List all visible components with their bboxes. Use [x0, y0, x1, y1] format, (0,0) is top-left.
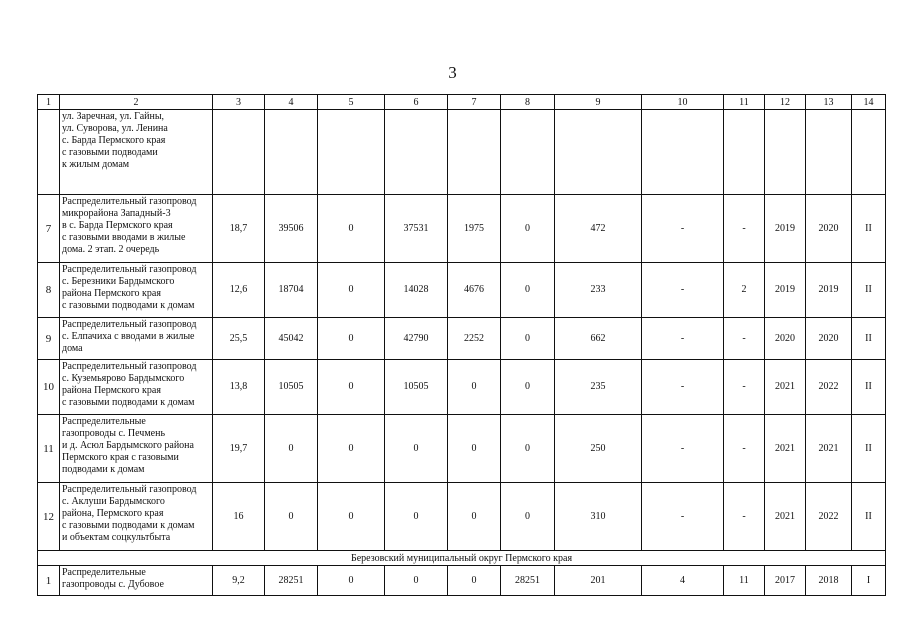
cell-col5: 0 [318, 483, 385, 551]
cell-col7: 1975 [448, 195, 501, 263]
cell-col7: 0 [448, 360, 501, 415]
cell-col10: - [642, 263, 724, 318]
cell-col9: 235 [555, 360, 642, 415]
page-number: 3 [448, 63, 457, 82]
cell-col14: II [852, 195, 886, 263]
cell-col14: II [852, 318, 886, 360]
cell-col13: 2022 [806, 483, 852, 551]
cell-col8: 0 [501, 318, 555, 360]
section-title: Березовский муниципальный округ Пермского края [38, 551, 886, 566]
row-number: 1 [38, 566, 60, 596]
table-row [38, 566, 886, 596]
cell-col8: 28251 [501, 566, 555, 596]
cell-col10: - [642, 195, 724, 263]
cell-col9: 662 [555, 318, 642, 360]
cell-col10: - [642, 360, 724, 415]
cell-col6: 10505 [385, 360, 448, 415]
row-number: 8 [38, 263, 60, 318]
header-cell: 7 [448, 95, 501, 110]
cell-col13: 2019 [806, 263, 852, 318]
object-name: Распределительный газопровод с. Куземьярово Бардымского района Пермского края с газовыми подводами к домам [60, 360, 213, 415]
cell-col13: 2022 [806, 360, 852, 415]
cell-col10: 4 [642, 566, 724, 596]
cell-col4: 39506 [265, 195, 318, 263]
header-cell: 11 [724, 95, 765, 110]
cell-col6: 0 [385, 483, 448, 551]
cell-col14: II [852, 263, 886, 318]
cell-col6: 42790 [385, 318, 448, 360]
cell-col14: II [852, 360, 886, 415]
cell-col12: 2019 [765, 263, 806, 318]
cell-col6: 37531 [385, 195, 448, 263]
cell-col14: II [852, 483, 886, 551]
header-cell: 9 [555, 95, 642, 110]
cell-col3: 19,7 [213, 415, 265, 483]
table-header-row [38, 95, 886, 110]
cell-col5: 0 [318, 263, 385, 318]
cell-col5 [318, 110, 385, 195]
cell-col13 [806, 110, 852, 195]
cell-col13: 2020 [806, 195, 852, 263]
cell-col11: - [724, 415, 765, 483]
cell-col5: 0 [318, 318, 385, 360]
cell-col12: 2021 [765, 360, 806, 415]
cell-col4: 0 [265, 483, 318, 551]
object-name: Распределительный газопровод с. Аклуши Бардымского района, Пермского края с газовыми подводами к домам и объектам соцкультбыта [60, 483, 213, 551]
table-row [38, 263, 886, 318]
cell-col3 [213, 110, 265, 195]
cell-col7 [448, 110, 501, 195]
cell-col10: - [642, 318, 724, 360]
header-cell: 12 [765, 95, 806, 110]
cell-col9: 233 [555, 263, 642, 318]
cell-col12: 2019 [765, 195, 806, 263]
cell-col7: 4676 [448, 263, 501, 318]
cell-col8: 0 [501, 483, 555, 551]
object-name: Распределительные газопроводы с. Дубовое [60, 566, 213, 596]
header-cell: 13 [806, 95, 852, 110]
cell-col5: 0 [318, 195, 385, 263]
cell-col12: 2021 [765, 483, 806, 551]
cell-col3: 12,6 [213, 263, 265, 318]
row-number: 11 [38, 415, 60, 483]
cell-col6: 0 [385, 566, 448, 596]
cell-col3: 16 [213, 483, 265, 551]
cell-col6: 14028 [385, 263, 448, 318]
cell-col10: - [642, 415, 724, 483]
cell-col8: 0 [501, 263, 555, 318]
header-cell: 10 [642, 95, 724, 110]
investment-table [37, 94, 886, 596]
cell-col14 [852, 110, 886, 195]
object-name: Распределительный газопровод микрорайона Западный-3 в с. Барда Пермского края с газовыми вводами в жилые дома. 2 этап. 2 очередь [60, 195, 213, 263]
header-cell: 5 [318, 95, 385, 110]
table-row [38, 110, 886, 195]
header-cell: 3 [213, 95, 265, 110]
cell-col4: 0 [265, 415, 318, 483]
row-number [38, 110, 60, 195]
cell-col14: I [852, 566, 886, 596]
row-number: 7 [38, 195, 60, 263]
cell-col8 [501, 110, 555, 195]
table-row [38, 360, 886, 415]
cell-col7: 0 [448, 566, 501, 596]
cell-col4: 28251 [265, 566, 318, 596]
cell-col3: 18,7 [213, 195, 265, 263]
cell-col7: 0 [448, 415, 501, 483]
cell-col8: 0 [501, 360, 555, 415]
cell-col11: - [724, 483, 765, 551]
cell-col5: 0 [318, 566, 385, 596]
cell-col7: 0 [448, 483, 501, 551]
cell-col4: 10505 [265, 360, 318, 415]
cell-col11: - [724, 360, 765, 415]
cell-col4: 45042 [265, 318, 318, 360]
cell-col14: II [852, 415, 886, 483]
table-body [38, 95, 886, 596]
cell-col6: 0 [385, 415, 448, 483]
cell-col5: 0 [318, 415, 385, 483]
cell-col4 [265, 110, 318, 195]
cell-col7: 2252 [448, 318, 501, 360]
cell-col9: 250 [555, 415, 642, 483]
cell-col11 [724, 110, 765, 195]
cell-col12: 2017 [765, 566, 806, 596]
header-cell: 2 [60, 95, 213, 110]
object-name: Распределительный газопровод с. Березники Бардымского района Пермского края с газовыми подводами к домам [60, 263, 213, 318]
table-row [38, 415, 886, 483]
cell-col10: - [642, 483, 724, 551]
cell-col11: 11 [724, 566, 765, 596]
header-cell: 1 [38, 95, 60, 110]
cell-col4: 18704 [265, 263, 318, 318]
object-name: Распределительный газопровод с. Елпачиха с вводами в жилые дома [60, 318, 213, 360]
cell-col9: 310 [555, 483, 642, 551]
cell-col10 [642, 110, 724, 195]
cell-col9: 472 [555, 195, 642, 263]
cell-col11: 2 [724, 263, 765, 318]
table-row [38, 483, 886, 551]
cell-col9: 201 [555, 566, 642, 596]
header-cell: 8 [501, 95, 555, 110]
cell-col13: 2020 [806, 318, 852, 360]
header-cell: 14 [852, 95, 886, 110]
cell-col3: 9,2 [213, 566, 265, 596]
cell-col13: 2018 [806, 566, 852, 596]
cell-col5: 0 [318, 360, 385, 415]
header-cell: 6 [385, 95, 448, 110]
row-number: 12 [38, 483, 60, 551]
object-name: ул. Заречная, ул. Гайны, ул. Суворова, ул. Ленина с. Барда Пермского края с газовыми подводами к жилым домам [60, 110, 213, 195]
cell-col12 [765, 110, 806, 195]
cell-col13: 2021 [806, 415, 852, 483]
cell-col6 [385, 110, 448, 195]
row-number: 10 [38, 360, 60, 415]
cell-col12: 2021 [765, 415, 806, 483]
cell-col12: 2020 [765, 318, 806, 360]
row-number: 9 [38, 318, 60, 360]
header-cell: 4 [265, 95, 318, 110]
cell-col11: - [724, 195, 765, 263]
cell-col11: - [724, 318, 765, 360]
cell-col8: 0 [501, 415, 555, 483]
table-row [38, 195, 886, 263]
cell-col9 [555, 110, 642, 195]
cell-col3: 25,5 [213, 318, 265, 360]
table-row [38, 318, 886, 360]
section-row [38, 551, 886, 566]
object-name: Распределительные газопроводы с. Печмень и д. Асюл Бардымского района Пермского края с газовыми подводами к домам [60, 415, 213, 483]
cell-col8: 0 [501, 195, 555, 263]
cell-col3: 13,8 [213, 360, 265, 415]
